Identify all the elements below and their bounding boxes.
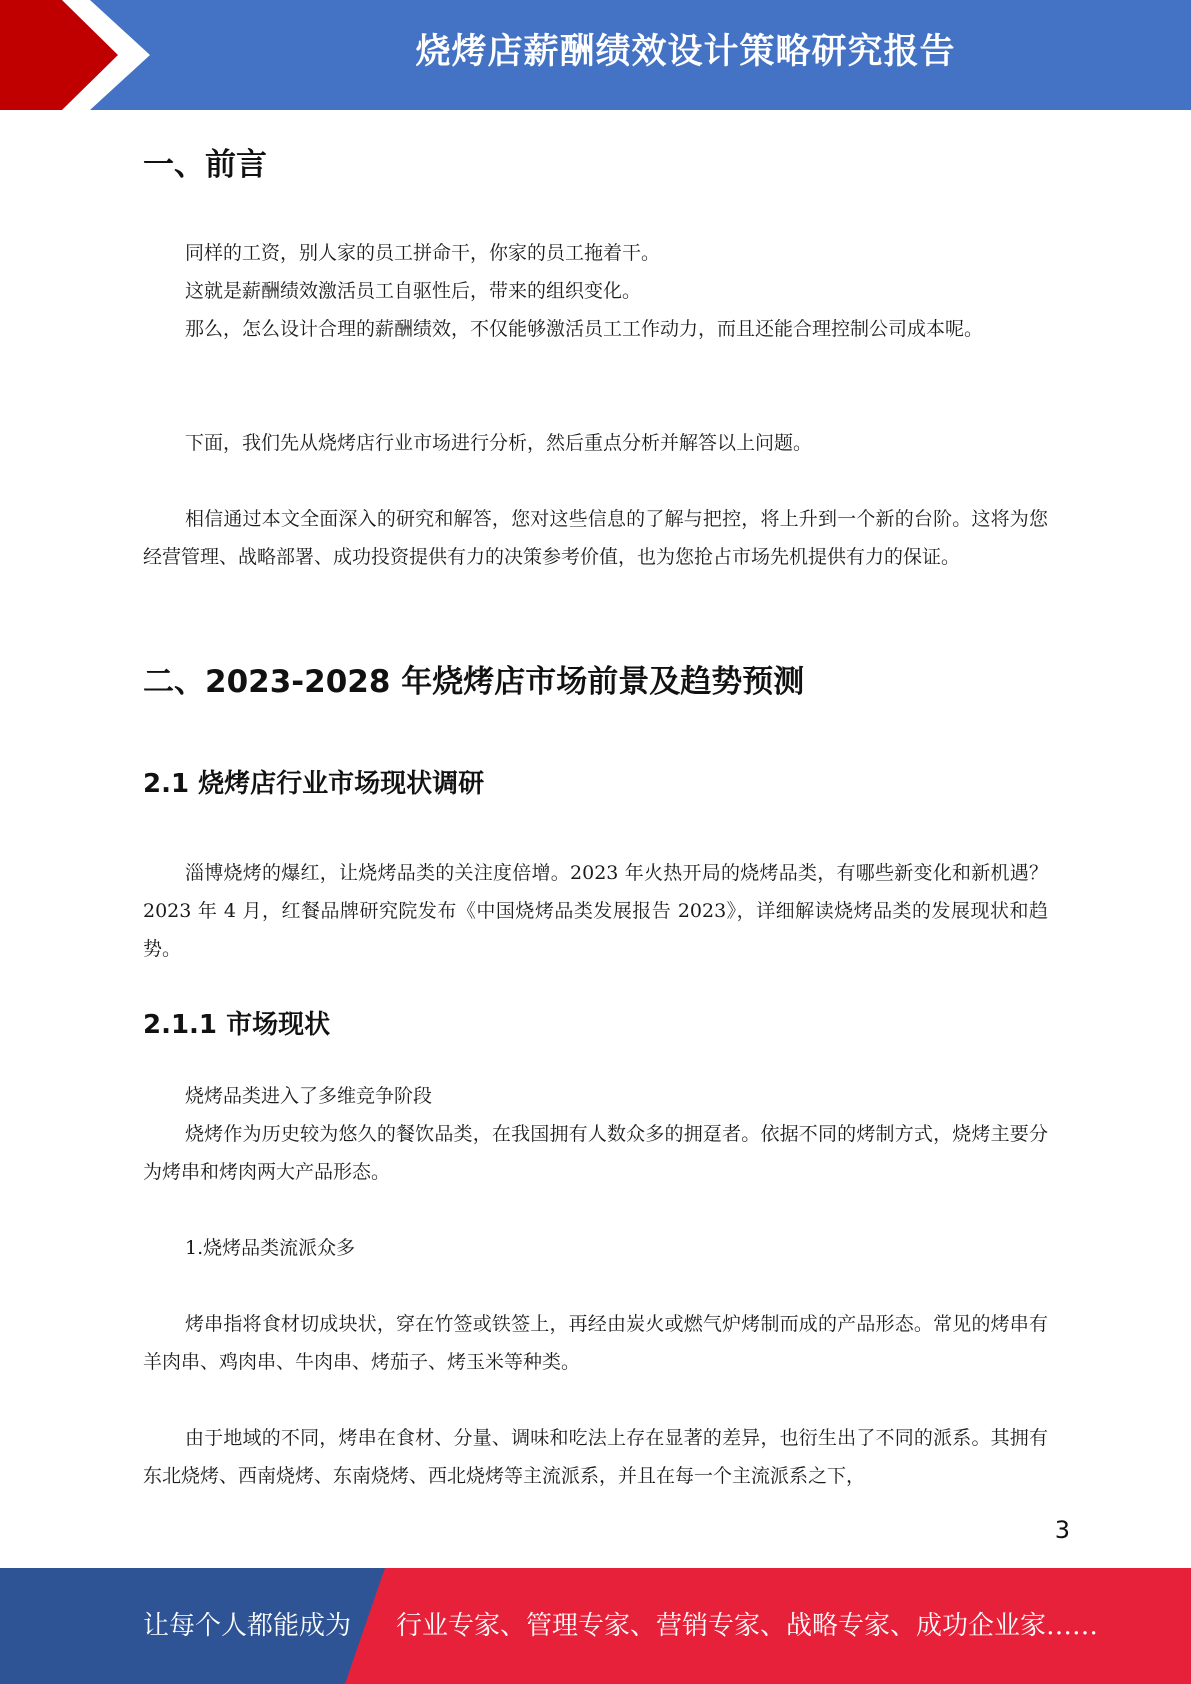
page-number: 3 (1054, 1516, 1070, 1544)
paragraph: 烧烤品类进入了多维竞争阶段 (185, 1085, 433, 1107)
subsection-heading-market-status: 2.1 烧烤店行业市场现状调研 (143, 769, 485, 799)
footer-banner (0, 1568, 1191, 1684)
footer-slogan-left: 让每个人都能成为 (143, 1611, 352, 1641)
paragraph: 由于地域的不同，烤串在食材、分量、调味和吃法上存在显著的差异，也衍生出了不同的派系。其拥有东北烧烤、西南烧烤、东南烧烤、西北烧烤等主流派系，并且在每一个主流派系之下， (143, 1427, 1048, 1487)
paragraph: 相信通过本文全面深入的研究和解答，您对这些信息的了解与把控，将上升到一个新的台阶。这将为您经营管理、战略部署、成功投资提供有力的决策参考价值，也为您抢占市场先机提供有力的保证。 (143, 508, 1048, 568)
subsubsection-heading-current-market: 2.1.1 市场现状 (143, 1010, 331, 1040)
section-heading-market: 二、2023-2028 年烧烤店市场前景及趋势预测 (143, 664, 805, 700)
footer-slogan-right: 行业专家、管理专家、营销专家、战略专家、成功企业家…… (396, 1611, 1099, 1641)
paragraph: 这就是薪酬绩效激活员工自驱性后，带来的组织变化。 (185, 280, 642, 302)
report-title: 烧烤店薪酬绩效设计策略研究报告 (415, 32, 956, 72)
paragraph: 下面，我们先从烧烤店行业市场进行分析，然后重点分析并解答以上问题。 (185, 432, 813, 454)
paragraph: 淄博烧烤的爆红，让烧烤品类的关注度倍增。2023 年火热开局的烧烤品类，有哪些新变化和新机遇？2023 年 4 月，红餐品牌研究院发布《中国烧烤品类发展报告 2023》，详细解读烧烤品类的发展现状和趋势。 (143, 862, 1048, 960)
header-arrow-decoration (0, 0, 160, 110)
paragraph: 同样的工资，别人家的员工拼命干，你家的员工拖着干。 (185, 242, 661, 264)
list-item-heading: 1.烧烤品类流派众多 (185, 1237, 356, 1259)
paragraph: 烤串指将食材切成块状，穿在竹签或铁签上，再经由炭火或燃气炉烤制而成的产品形态。常见的烤串有羊肉串、鸡肉串、牛肉串、烤茄子、烤玉米等种类。 (143, 1313, 1048, 1373)
paragraph: 烧烤作为历史较为悠久的餐饮品类，在我国拥有人数众多的拥趸者。依据不同的烤制方式，烧烤主要分为烤串和烤肉两大产品形态。 (143, 1123, 1048, 1183)
paragraph: 那么，怎么设计合理的薪酬绩效，不仅能够激活员工工作动力，而且还能合理控制公司成本呢。 (185, 318, 984, 340)
header-banner (0, 0, 1191, 110)
section-heading-preface: 一、前言 (143, 147, 267, 183)
